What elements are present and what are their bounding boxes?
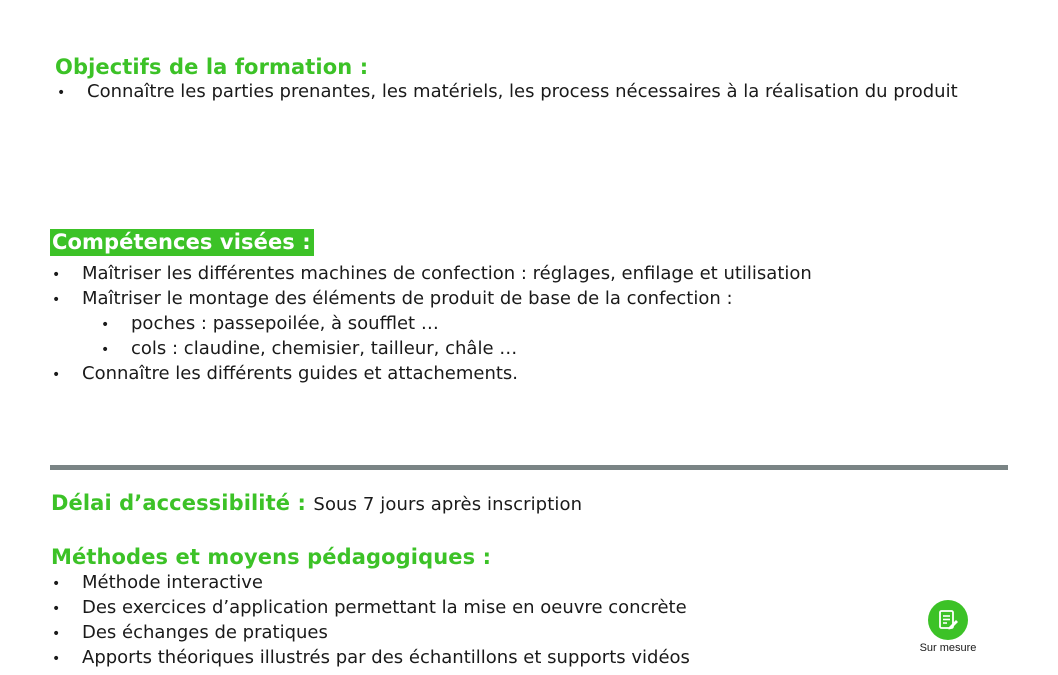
- sur-mesure-label: Sur mesure: [919, 642, 977, 654]
- bullet-dot: •: [52, 267, 61, 283]
- bullet-dot: •: [52, 576, 61, 592]
- methodes-item: Des exercices d’application permettant la mise en oeuvre concrète: [82, 597, 687, 618]
- objectifs-item: Connaître les parties prenantes, les matériels, les process nécessaires à la réalisation du produit: [87, 81, 958, 102]
- bullet-dot: •: [57, 85, 66, 101]
- methodes-item: Apports théoriques illustrés par des échantillons et supports vidéos: [82, 647, 690, 668]
- methodes-item: Des échanges de pratiques: [82, 622, 328, 643]
- sur-mesure-badge: [928, 600, 968, 640]
- competences-subitem: cols : claudine, chemisier, tailleur, châle …: [131, 338, 518, 359]
- accessibilite-value: Sous 7 jours après inscription: [313, 494, 583, 515]
- bullet-dot: •: [52, 367, 61, 383]
- competences-item: Maîtriser le montage des éléments de produit de base de la confection :: [82, 288, 733, 309]
- accessibilite-row: [51, 491, 582, 515]
- competences-item: Maîtriser les différentes machines de confection : réglages, enfilage et utilisation: [82, 263, 812, 284]
- methodes-heading: Méthodes et moyens pédagogiques :: [51, 545, 492, 569]
- methodes-item: Méthode interactive: [82, 572, 263, 593]
- competences-subitem: poches : passepoilée, à soufflet …: [131, 313, 439, 334]
- document-edit-icon: [936, 608, 960, 632]
- objectifs-heading: Objectifs de la formation :: [55, 55, 369, 79]
- bullet-dot: •: [52, 292, 61, 308]
- bullet-dot: •: [52, 651, 61, 667]
- accessibilite-heading: Délai d’accessibilité :: [51, 491, 306, 515]
- bullet-dot: •: [52, 601, 61, 617]
- sub-bullet-dot: •: [101, 317, 110, 333]
- competences-heading: Compétences visées :: [50, 229, 314, 256]
- bullet-dot: •: [52, 626, 61, 642]
- competences-item: Connaître les différents guides et attachements.: [82, 363, 519, 384]
- sub-bullet-dot: •: [101, 342, 110, 358]
- section-divider: [50, 465, 1008, 470]
